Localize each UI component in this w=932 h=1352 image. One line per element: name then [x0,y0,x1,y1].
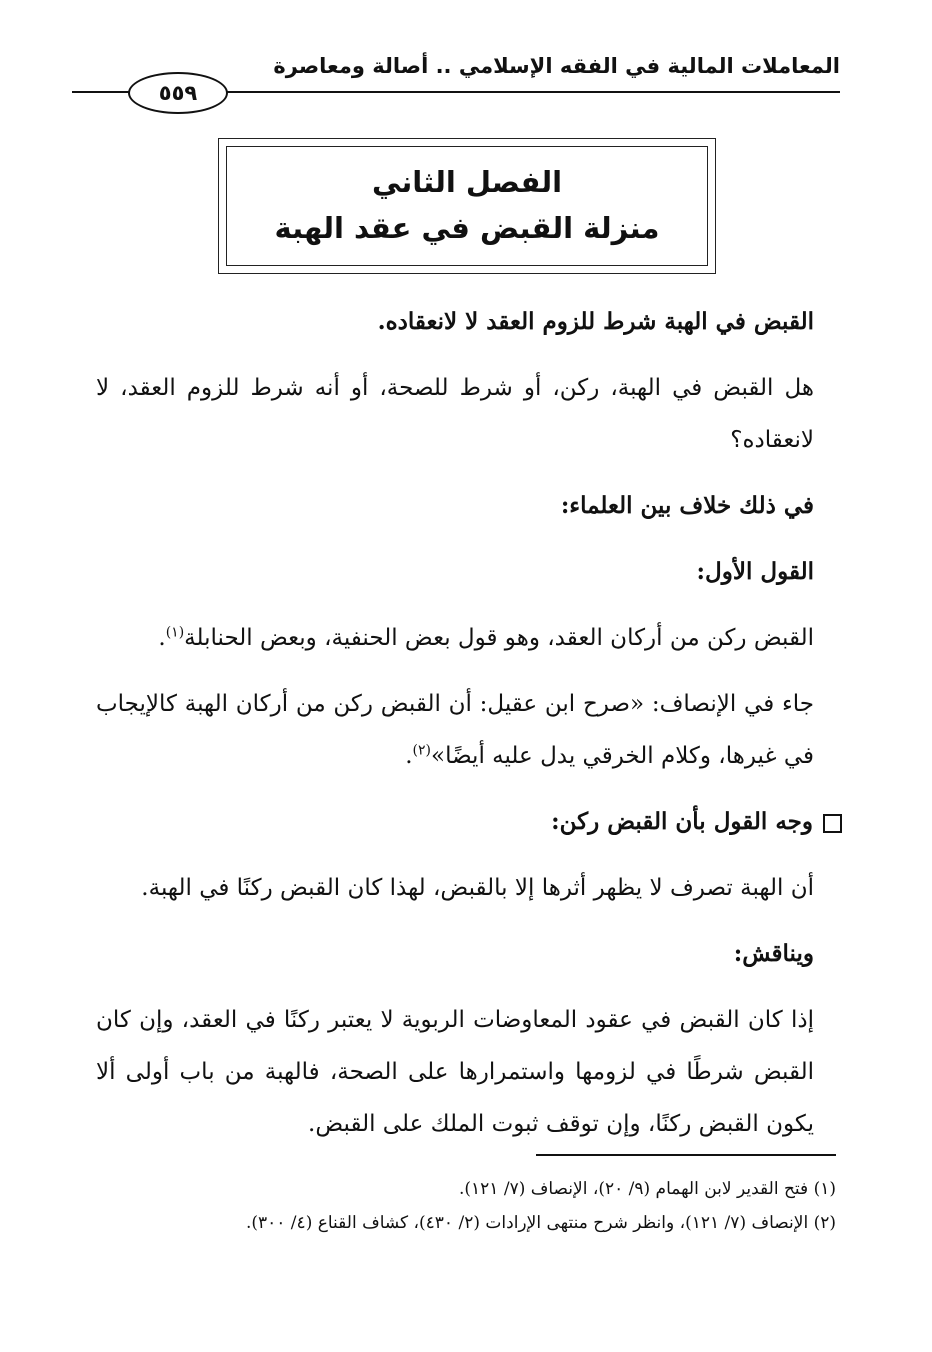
first-opinion-paragraph [96,612,814,664]
footnote-1: (١) فتح القدير لابن الهمام (٩/ ٢٠)، الإنصاف (٧/ ١٢١). [458,1179,836,1199]
discussion-paragraph: إذا كان القبض في عقود المعاوضات الربوية لا يعتبر ركنًا في العقد، وإن كان القبض شرطًا في لزومها واستمرارها على الصحة، فالهبة من باب أولى ألا يكون القبض ركنًا، وإن توقف ثبوت الملك على القبض. [96,1007,814,1137]
insaf-quote-paragraph [96,678,814,782]
footnote-ref-1[interactable]: (١) [165,624,185,641]
running-title: المعاملات المالية في الفقه الإسلامي .. أصالة ومعاصرة [273,54,840,78]
discussion-heading: ويناقش: [733,940,814,967]
question-paragraph: هل القبض في الهبة، ركن، أو شرط للصحة، أو أنه شرط للزوم العقد، لا لانعقاده؟ [96,375,814,453]
footnotes [72,1172,836,1240]
insaf-quote-text: جاء في الإنصاف: «صرح ابن عقيل: أن القبض ركن من أركان الهبة كالإيجاب في غيرها، وكلام الخرقي يدل عليه أيضًا» [96,691,814,769]
insaf-quote-end: . [405,743,413,769]
chapter-label: الفصل الثاني [371,165,563,200]
chapter-title-inner-frame [226,146,708,266]
page-number-text: ٥٥٩ [158,81,198,105]
first-opinion-heading: القول الأول: [696,558,814,585]
chapter-title-frame [218,138,716,274]
footnote-ref-2[interactable]: (٢) [412,742,432,759]
footnote-rule [536,1154,836,1156]
first-opinion-text: القبض ركن من أركان العقد، وهو قول بعض الحنفية، وبعض الحنابلة [184,625,814,651]
page-number [128,72,228,114]
chapter-title: منزلة القبض في عقد الهبة [274,211,660,245]
reason-paragraph: أن الهبة تصرف لا يظهر أثرها إلا بالقبض، لهذا كان القبض ركنًا في الهبة. [141,875,814,901]
dispute-intro: في ذلك خلاف بين العلماء: [560,492,814,519]
reason-heading [96,796,842,848]
first-opinion-end: . [158,625,166,651]
body-text [96,296,814,1164]
thesis-statement: القبض في الهبة شرط للزوم العقد لا لانعقاده. [377,308,814,335]
footnote-2: (٢) الإنصاف (٧/ ١٢١)، وانظر شرح منتهى الإرادات (٢/ ٤٣٠)، كشاف القناع (٤/ ٣٠٠). [245,1213,836,1233]
square-bullet-icon [823,814,842,833]
reason-heading-text: وجه القول بأن القبض ركن: [551,808,813,835]
